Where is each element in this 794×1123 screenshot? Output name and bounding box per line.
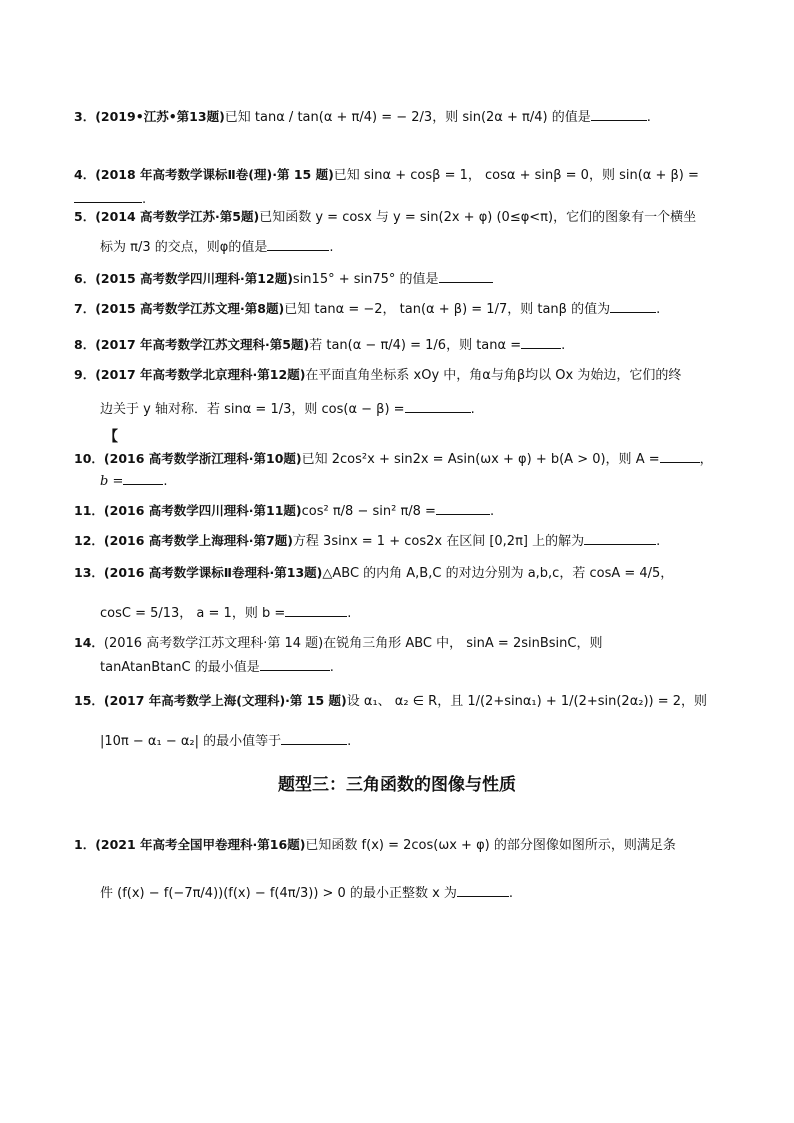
problem-number: 9． [74, 367, 96, 382]
problem-text: 已知 sinα + cosβ = 1， cosα + sinβ = 0，则 sin(α + β) = [333, 168, 699, 183]
problem-source: (2016 高考数学上海理科·第7题) [103, 533, 293, 548]
answer-blank [591, 106, 647, 121]
problem-line: 标为 π/3 的交点，则φ的值是 . [100, 236, 750, 257]
problem-number: 6． [74, 271, 96, 286]
problem-line: . [74, 188, 724, 209]
problem-line [74, 564, 724, 583]
problem-number: 14． [74, 635, 104, 650]
problem-text: sin15° + sin75° 的值是 [292, 272, 439, 287]
problem-text: |10π − α₁ − α₂| 的最小值等于 [100, 734, 282, 749]
problem-number: 8． [74, 337, 96, 352]
problem-source: (2017 年高考数学上海(文理科)·第 15 题) [103, 693, 347, 708]
section-heading: 题型三：三角函数的图像与性质 [278, 775, 516, 795]
problem-line [74, 166, 724, 185]
problem-source: (2016 高考数学课标Ⅱ卷理科·第13题) [103, 565, 323, 580]
problem-line [74, 836, 724, 855]
problem-text: 已知函数 y = cosx 与 y = sin(2x + φ) (0≤φ<π)，它们的图象有一个横坐 [259, 210, 697, 225]
problem-text: 在平面直角坐标系 xOy 中，角α与角β均以 Ox 为始边，它们的终 [305, 368, 682, 383]
problem-text: cos² π/8 − sin² π/8 = [301, 504, 436, 519]
answer-blank [660, 448, 700, 463]
problem-source: (2014 高考数学江苏·第5题) [95, 209, 260, 224]
problem-source: (2015 高考数学江苏文理·第8题) [95, 301, 285, 316]
problem-line: 边关于 y 轴对称．若 sinα = 1/3，则 cos(α − β) = . [100, 398, 750, 419]
problem-line [74, 268, 724, 289]
problem-line: 11．(2016 高考数学四川理科·第11题)cos² π/8 − sin² π/8 = . [74, 500, 724, 521]
problem-text: 已知 tanα / tan(α + π/4) = − 2/3，则 sin(2α + π/4) 的值是 [224, 110, 591, 125]
problem-number: 10． [74, 451, 104, 466]
problem-source: (2016 高考数学江苏文理科·第 14 题) [103, 636, 324, 651]
stray-bracket: 【 [104, 429, 118, 445]
answer-blank [439, 268, 493, 283]
problem-line [74, 366, 724, 385]
answer-blank [260, 656, 330, 671]
answer-blank [521, 334, 561, 349]
problem-line: |10π − α₁ − α₂| 的最小值等于 . [100, 730, 750, 751]
problem-source: (2016 高考数学四川理科·第11题) [103, 503, 302, 518]
problem-line: 件 (f(x) − f(−7π/4))(f(x) − f(4π/3)) > 0 的最小正整数 x 为 . [100, 882, 750, 903]
problem-text: 方程 3sinx = 1 + cos2x 在区间 [0,2π] 上的解为 [292, 534, 585, 549]
problem-text: 已知 2cos²x + sin2x = Asin(ωx + φ) + b(A > 0)，则 A = [301, 452, 660, 467]
problem-text: 若 tan(α − π/4) = 1/6，则 tanα = [309, 338, 522, 353]
problem-source: (2015 高考数学四川理科·第12题) [95, 271, 293, 286]
problem-text: cosC = 5/13， a = 1，则 b = [100, 606, 286, 621]
answer-blank [267, 236, 329, 251]
problem-number: 4． [74, 167, 96, 182]
problem-line: b = . [100, 470, 750, 491]
problem-number: 15． [74, 693, 104, 708]
problem-line: tanAtanBtanC 的最小值是 . [100, 656, 750, 677]
answer-blank [281, 730, 347, 745]
problem-line [74, 208, 724, 227]
problem-text: △ABC 的内角 A,B,C 的对边分别为 a,b,c，若 cosA = 4/5， [322, 566, 674, 581]
problem-source: (2018 年高考数学课标Ⅱ卷(理)·第 15 题) [95, 167, 334, 182]
problem-text: 边关于 y 轴对称．若 sinα = 1/3，则 cos(α − β) = [100, 402, 405, 417]
answer-blank [123, 470, 163, 485]
problem-line: 12．(2016 高考数学上海理科·第7题)方程 3sinx = 1 + cos2x 在区间 [0,2π] 上的解为 . [74, 530, 724, 551]
problem-source: (2017 年高考数学北京理科·第12题) [95, 367, 306, 382]
problem-number: 1． [74, 837, 96, 852]
problem-text: 设 α₁、 α₂ ∈ R，且 1/(2+sinα₁) + 1/(2+sin(2α₂)) = 2，则 [346, 694, 708, 709]
answer-blank [74, 188, 142, 203]
problem-line: 7．(2015 高考数学江苏文理·第8题)已知 tanα = −2， tan(α + β) = 1/7，则 tanβ 的值为 . [74, 298, 724, 319]
problem-text: b = [100, 474, 124, 489]
problem-text: tanAtanBtanC 的最小值是 [100, 660, 260, 675]
answer-blank [285, 602, 347, 617]
problem-number: 3． [74, 109, 96, 124]
problem-number: 7． [74, 301, 96, 316]
problem-source: (2019•江苏•第13题) [95, 109, 225, 124]
answer-blank [436, 500, 490, 515]
problem-line: 10．(2016 高考数学浙江理科·第10题)已知 2cos²x + sin2x = Asin(ωx + φ) + b(A > 0)，则 A = ， [74, 448, 724, 469]
problem-text: 件 (f(x) − f(−7π/4))(f(x) − f(4π/3)) > 0 的最小正整数 x 为 [100, 886, 457, 901]
problem-line: 8．(2017 年高考数学江苏文理科·第5题)若 tan(α − π/4) = 1/6，则 tanα = . [74, 334, 724, 355]
problem-source: (2021 年高考全国甲卷理科·第16题) [95, 837, 306, 852]
problem-number: 12． [74, 533, 104, 548]
answer-blank [457, 882, 509, 897]
problem-text: 已知 tanα = −2， tan(α + β) = 1/7，则 tanβ 的值为 [284, 302, 611, 317]
problem-number: 5． [74, 209, 96, 224]
problem-text: 已知函数 f(x) = 2cos(ωx + φ) 的部分图像如图所示，则满足条 [305, 838, 676, 853]
problem-line: cosC = 5/13， a = 1，则 b = . [100, 602, 750, 623]
problem-line [74, 692, 724, 711]
answer-blank [405, 398, 471, 413]
problem-text: 标为 π/3 的交点，则φ的值是 [100, 240, 268, 255]
answer-blank [584, 530, 656, 545]
problem-number: 11． [74, 503, 104, 518]
problem-text: 在锐角三角形 ABC 中， sinA = 2sinBsinC，则 [323, 636, 603, 651]
problem-number: 13． [74, 565, 104, 580]
problem-line [74, 634, 724, 653]
problem-source: (2017 年高考数学江苏文理科·第5题) [95, 337, 310, 352]
answer-blank [610, 298, 656, 313]
problem-line: 3．(2019•江苏•第13题)已知 tanα / tan(α + π/4) = − 2/3，则 sin(2α + π/4) 的值是 . [74, 106, 724, 127]
problem-source: (2016 高考数学浙江理科·第10题) [103, 451, 302, 466]
